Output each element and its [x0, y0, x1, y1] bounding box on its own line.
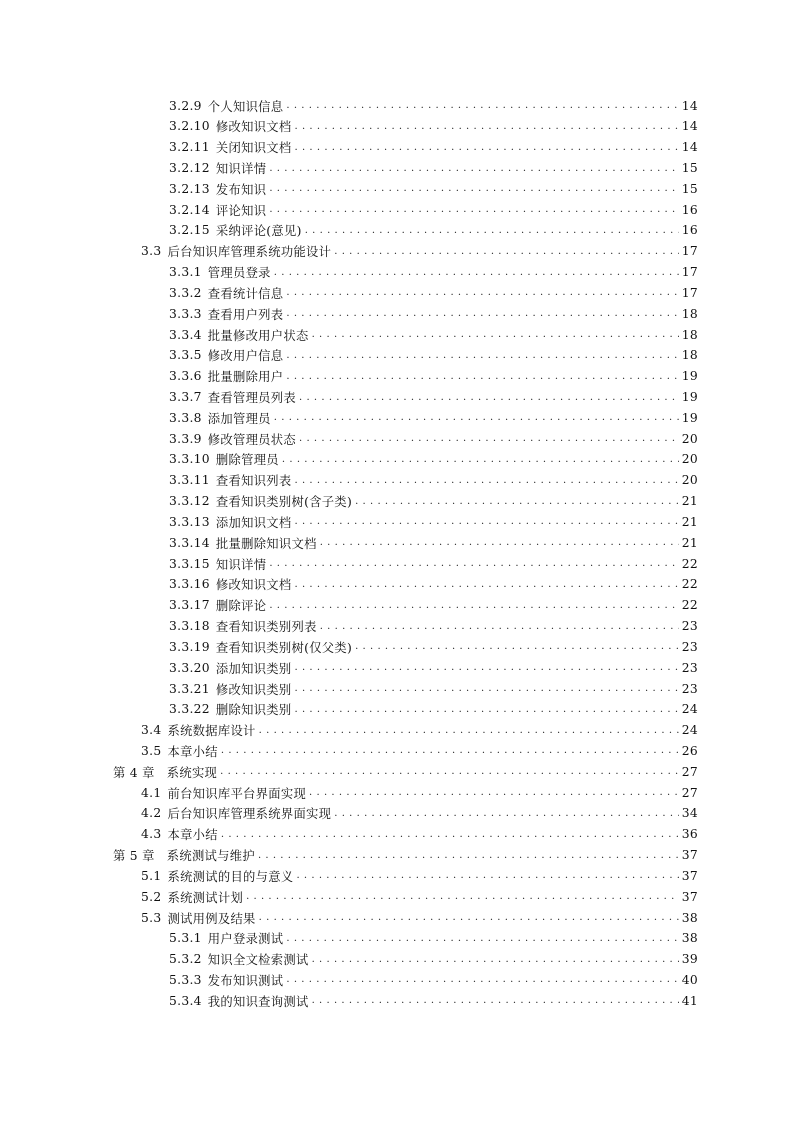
- toc-entry-number: 3.2.14: [169, 202, 210, 217]
- toc-entry-page: 15: [681, 181, 698, 196]
- toc-entry-page: 17: [681, 244, 698, 259]
- toc-entry-number: 3.3.21: [169, 681, 210, 696]
- toc-entry-title: 添加知识文档: [215, 515, 292, 530]
- toc-entry-page: 27: [681, 785, 698, 800]
- toc-entry-page: 15: [681, 161, 698, 175]
- toc-entry-number: 5.3.2: [169, 952, 202, 967]
- dot-leader: [355, 491, 679, 512]
- toc-entry: [169, 595, 698, 616]
- toc-entry-number: 3.2.10: [169, 119, 210, 134]
- dot-leader: [295, 470, 679, 491]
- toc-entry-page: 17: [681, 285, 698, 300]
- toc-entry-number: 3.2.9: [169, 98, 202, 113]
- toc-entry: [169, 428, 698, 449]
- toc-entry: [169, 387, 698, 408]
- toc-entry: [169, 303, 698, 324]
- dot-leader: [258, 845, 679, 866]
- toc-entry-title: 系统测试的目的与意义: [167, 869, 294, 884]
- toc-entry-page: 41: [681, 993, 698, 1008]
- toc-entry: [113, 761, 698, 782]
- toc-entry-number: 3.3.20: [169, 660, 210, 675]
- toc-entry: [169, 324, 698, 345]
- toc-entry-title: 查看知识类别列表: [215, 620, 317, 634]
- toc-entry-number: 3.3.8: [169, 410, 202, 425]
- toc-entry-page: 16: [681, 202, 698, 217]
- dot-leader: [312, 949, 679, 970]
- toc-entry: [169, 470, 698, 491]
- toc-entry-page: 24: [681, 723, 698, 738]
- toc-entry-number: 3.2.11: [169, 140, 210, 155]
- toc-entry: [169, 928, 698, 949]
- toc-entry-number: 3.3.17: [169, 598, 210, 613]
- toc-entry-title: 个人知识信息: [207, 99, 284, 114]
- toc-entry: [169, 616, 698, 637]
- toc-entry-title: 知识全文检索测试: [207, 953, 309, 968]
- toc-entry: [169, 969, 698, 990]
- toc-entry-page: 34: [681, 806, 698, 821]
- toc-entry-page: 18: [681, 306, 698, 321]
- dot-leader: [355, 636, 679, 657]
- dot-leader: [274, 407, 679, 428]
- toc-entry-page: 22: [681, 556, 698, 571]
- toc-entry-number: 3.3.2: [169, 285, 202, 300]
- toc-entry-title: 查看管理员列表: [207, 391, 296, 405]
- dot-leader: [299, 428, 679, 449]
- dot-leader: [286, 282, 678, 303]
- toc-entry-number: 5.3.4: [169, 993, 202, 1008]
- toc-entry-number: 3.5: [141, 743, 162, 758]
- dot-leader: [295, 574, 679, 595]
- toc-entry-page: 18: [681, 327, 698, 342]
- toc-entry-title: 系统测试与维护: [166, 849, 255, 863]
- toc-entry: [169, 262, 698, 283]
- toc-entry-title: 前台知识库平台界面实现: [167, 786, 307, 801]
- toc-entry-page: 21: [681, 514, 698, 529]
- toc-entry-page: 23: [681, 660, 698, 675]
- toc-entry-title: 添加知识类别: [215, 661, 292, 676]
- toc-entry-title: 查看知识类别树(仅父类): [215, 640, 353, 655]
- toc-entry-number: 3.2.12: [169, 161, 210, 175]
- dot-leader: [295, 511, 679, 532]
- dot-leader: [295, 116, 679, 137]
- toc-entry-title: 批量删除用户: [207, 370, 284, 385]
- toc-entry: [169, 574, 698, 595]
- toc-entry-title: 查看用户列表: [207, 307, 284, 322]
- toc-entry-title: 修改知识文档: [215, 120, 292, 135]
- toc-entry: [141, 720, 698, 741]
- toc-entry: [169, 449, 698, 470]
- toc-entry-title: 修改用户信息: [207, 349, 284, 364]
- toc-entry: [169, 678, 698, 699]
- toc-entry: [169, 990, 698, 1011]
- dot-leader: [286, 969, 678, 990]
- toc-entry-number: 5.3: [141, 910, 162, 925]
- toc-entry-page: 36: [681, 827, 698, 842]
- dot-leader: [295, 137, 679, 158]
- toc-entry: [169, 158, 698, 179]
- dot-leader: [299, 387, 679, 408]
- dot-leader: [334, 803, 679, 824]
- toc-entry-page: 14: [681, 140, 698, 155]
- toc-entry-page: 14: [681, 119, 698, 134]
- toc-entry: [169, 699, 698, 720]
- dot-leader: [269, 158, 678, 179]
- dot-leader: [269, 199, 678, 220]
- toc-entry-title: 修改知识文档: [215, 578, 292, 593]
- dot-leader: [269, 553, 678, 574]
- toc-entry-number: 5.3.3: [169, 972, 202, 987]
- toc-entry: [169, 199, 698, 220]
- toc-entry: [169, 511, 698, 532]
- dot-leader: [286, 95, 678, 116]
- toc-entry-page: 37: [681, 848, 698, 862]
- dot-leader: [296, 865, 678, 886]
- dot-leader: [295, 699, 679, 720]
- toc-entry-page: 19: [681, 390, 698, 404]
- toc-entry-page: 20: [681, 452, 698, 467]
- toc-entry-page: 14: [681, 98, 698, 113]
- toc-entry-title: 批量修改用户状态: [207, 328, 309, 343]
- toc-entry-title: 关闭知识文档: [215, 141, 292, 156]
- toc-entry-number: 3.3.4: [169, 327, 202, 342]
- toc-entry: [169, 178, 698, 199]
- toc-entry-page: 21: [681, 494, 698, 509]
- toc-entry-title: 采纳评论(意见): [215, 224, 302, 239]
- toc-entry-number: 3.3.7: [169, 390, 202, 404]
- toc-entry-title: 查看统计信息: [207, 286, 284, 301]
- toc-entry-number: 3.2.15: [169, 223, 210, 238]
- toc-entry: [169, 491, 698, 512]
- toc-entry: [141, 907, 698, 928]
- dot-leader: [320, 616, 679, 637]
- toc-entry-page: 17: [681, 265, 698, 280]
- toc-entry-number: 3.3.13: [169, 514, 210, 529]
- toc-entry-title: 用户登录测试: [207, 932, 284, 947]
- toc-entry-number: 3.3.6: [169, 369, 202, 384]
- toc-entry-page: 26: [681, 743, 698, 758]
- dot-leader: [286, 928, 678, 949]
- toc-entry-number: 3.3.15: [169, 556, 210, 571]
- toc-entry-page: 19: [681, 410, 698, 425]
- toc-entry-title: 修改知识类别: [215, 682, 292, 697]
- toc-entry: [169, 282, 698, 303]
- toc-entry: [169, 532, 698, 553]
- dot-leader: [269, 595, 678, 616]
- toc-entry-number: 3.3.10: [169, 452, 210, 467]
- toc-entry-page: 23: [681, 639, 698, 654]
- dot-leader: [286, 345, 678, 366]
- toc-entry-number: 4.2: [141, 806, 162, 821]
- toc-entry-number: 5.2: [141, 889, 162, 904]
- toc-entry-page: 27: [681, 764, 698, 779]
- toc-entry-page: 39: [681, 952, 698, 967]
- toc-entry-number: 3.3.5: [169, 348, 202, 363]
- toc-entry: [169, 116, 698, 137]
- toc-entry-title: 测试用例及结果: [167, 911, 256, 926]
- toc-entry-title: 查看知识类别树(含子类): [215, 495, 353, 510]
- toc-entry-title: 后台知识库管理系统界面实现: [167, 807, 332, 822]
- dot-leader: [274, 262, 679, 283]
- toc-entry: [169, 220, 698, 241]
- toc-entry-title: 本章小结: [167, 828, 218, 843]
- toc-entry: [141, 865, 698, 886]
- dot-leader: [305, 220, 679, 241]
- toc-entry-number: 4.3: [141, 827, 162, 842]
- toc-entry-title: 系统实现: [166, 765, 218, 780]
- dot-leader: [246, 886, 679, 907]
- dot-leader: [282, 449, 679, 470]
- dot-leader: [334, 241, 679, 262]
- toc-entry-page: 16: [681, 223, 698, 238]
- toc-entry-title: 发布知识: [215, 182, 267, 197]
- toc-entry: [169, 636, 698, 657]
- toc-entry-page: 23: [681, 681, 698, 696]
- dot-leader: [309, 782, 679, 803]
- toc-entry: [141, 886, 698, 907]
- dot-leader: [269, 178, 678, 199]
- toc-entry-number: 3.3.9: [169, 431, 202, 446]
- toc-entry: [169, 366, 698, 387]
- dot-leader: [259, 720, 679, 741]
- dot-leader: [295, 678, 679, 699]
- toc-entry-number: 第 5 章: [113, 849, 155, 863]
- toc-entry-number: 3.3: [141, 244, 162, 259]
- toc-entry-number: 3.3.18: [169, 619, 210, 633]
- dot-leader: [312, 990, 679, 1011]
- toc-entry-number: 3.3.16: [169, 577, 210, 592]
- toc-entry-page: 37: [681, 868, 698, 883]
- toc-entry-title: 删除知识类别: [215, 703, 292, 718]
- toc-entry: [169, 553, 698, 574]
- dot-leader: [259, 907, 679, 928]
- toc-entry-number: 3.2.13: [169, 181, 210, 196]
- toc-entry-title: 管理员登录: [207, 266, 271, 281]
- toc-entry-title: 后台知识库管理系统功能设计: [167, 245, 332, 260]
- toc-entry-page: 20: [681, 473, 698, 488]
- toc-entry-page: 24: [681, 702, 698, 717]
- dot-leader: [221, 740, 679, 761]
- toc-entry-title: 评论知识: [215, 203, 267, 218]
- toc-entry-number: 3.3.19: [169, 639, 210, 654]
- toc-entry-title: 查看知识列表: [215, 474, 292, 489]
- dot-leader: [286, 303, 678, 324]
- dot-leader: [295, 657, 679, 678]
- toc-entry-number: 3.3.3: [169, 306, 202, 321]
- toc-entry-page: 40: [681, 972, 698, 987]
- toc-entry-title: 知识详情: [215, 162, 267, 176]
- toc-entry-number: 4.1: [141, 785, 162, 800]
- toc-entry-number: 3.4: [141, 723, 162, 738]
- toc-entry-page: 38: [681, 931, 698, 946]
- toc-entry: [169, 345, 698, 366]
- toc-entry-title: 修改管理员状态: [207, 432, 296, 447]
- toc-entry-title: 本章小结: [167, 744, 218, 759]
- toc-entry-title: 系统测试计划: [167, 890, 244, 905]
- dot-leader: [312, 324, 679, 345]
- toc-entry-title: 删除评论: [215, 599, 267, 614]
- toc-entry-number: 3.3.12: [169, 494, 210, 509]
- toc-entry-title: 我的知识查询测试: [207, 994, 309, 1009]
- toc-entry-number: 3.3.11: [169, 473, 210, 488]
- toc-entry-number: 3.3.14: [169, 535, 210, 550]
- toc-entry: [169, 657, 698, 678]
- toc-entry: [141, 740, 698, 761]
- toc-entry: [141, 803, 698, 824]
- toc-entry: [113, 845, 698, 866]
- toc-entry: [141, 782, 698, 803]
- toc-entry-title: 系统数据库设计: [167, 724, 256, 739]
- dot-leader: [320, 532, 679, 553]
- toc-entry: [169, 137, 698, 158]
- toc-entry: [141, 824, 698, 845]
- toc-entry-number: 3.3.1: [169, 265, 202, 280]
- dot-leader: [221, 824, 679, 845]
- toc-entry-title: 删除管理员: [215, 453, 279, 468]
- toc-entry-title: 添加管理员: [207, 411, 271, 426]
- toc-entry: [141, 241, 698, 262]
- toc-entry-title: 批量删除知识文档: [215, 536, 317, 551]
- toc-entry-number: 5.1: [141, 868, 162, 883]
- toc-entry-number: 3.3.22: [169, 702, 210, 717]
- toc-entry-page: 23: [681, 619, 698, 633]
- toc-entry-page: 20: [681, 431, 698, 446]
- toc-entry: [169, 95, 698, 116]
- toc-entry-page: 21: [681, 535, 698, 550]
- dot-leader: [286, 366, 678, 387]
- toc-entry-page: 22: [681, 577, 698, 592]
- toc-entry-title: 发布知识测试: [207, 973, 284, 988]
- toc-entry-page: 18: [681, 348, 698, 363]
- toc-entry-page: 22: [681, 598, 698, 613]
- toc-entry-page: 38: [681, 910, 698, 925]
- toc-entry-number: 第 4 章: [113, 765, 155, 780]
- toc-entry-number: 5.3.1: [169, 931, 202, 946]
- toc-entry-page: 19: [681, 369, 698, 384]
- toc-entry-title: 知识详情: [215, 557, 267, 572]
- dot-leader: [220, 761, 679, 782]
- toc-entry: [169, 407, 698, 428]
- toc-entry-page: 37: [681, 889, 698, 904]
- toc-entry: [169, 949, 698, 970]
